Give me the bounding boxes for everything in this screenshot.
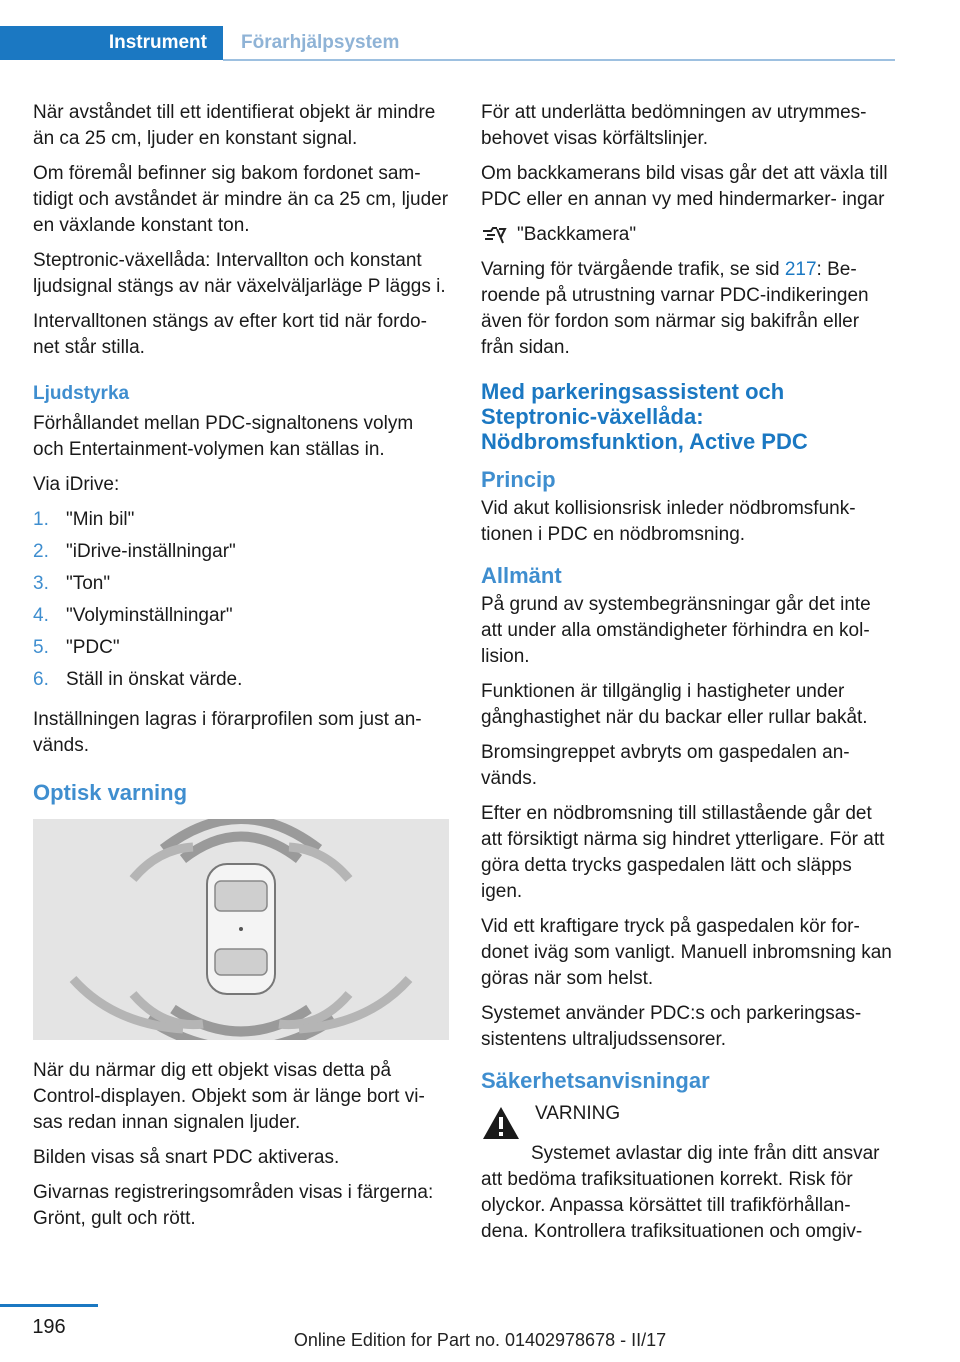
paragraph: På grund av systembegränsningar går det inte att under alla omständigheter förhindra en kol- lision. [481,594,871,667]
step-text: "PDC" [66,637,120,658]
paragraph: Steptronic-växellåda: Intervallton och konstant ljudsignal stängs av när växelväljarläge P läggs i. [33,250,446,297]
left-column [33,100,449,1241]
tab-instrument[interactable]: Instrument [0,26,223,60]
paragraph [481,257,897,361]
heading-sakerhetsanvisningar: Säkerhetsanvisningar [481,1068,710,1093]
step-number: 4. [33,605,49,626]
paragraph: Förhållandet mellan PDC-signaltonens volym och Entertainment-volymen kan ställas in. [33,413,414,460]
paragraph: Inställningen lagras i förarprofilen som just an- vänds. [33,709,422,756]
camera-line [481,222,897,248]
edition-footer: Online Edition for Part no. 01402978678 - II/17 [293,1330,667,1350]
step-number: 6. [33,669,49,690]
list-item [33,635,449,667]
page-number-bar [0,1304,98,1307]
chapter-tabbar [0,26,895,62]
step-number: 2. [33,541,49,562]
paragraph: När avståndet till ett identifierat objekt är mindre än ca 25 cm, ljuder en konstant signal. [33,102,436,149]
heading-ljudstyrka: Ljudstyrka [33,383,130,404]
list-item [33,571,449,603]
paragraph: Bromsingreppet avbryts om gaspedalen an- vänds. [481,742,850,789]
paragraph: Systemet använder PDC:s och parkeringsas- sistentens ultraljudssensorer. [481,1003,862,1050]
paragraph: Via iDrive: [33,474,120,495]
step-number: 5. [33,637,49,658]
paragraph: När du närmar dig ett objekt visas detta på Control-displayen. Objekt som är länge bort vi- sas redan innan signalen ljuder. [33,1060,425,1133]
warning-title: VARNING [535,1103,621,1124]
paragraph: Funktionen är tillgänglig i hastigheter under gånghastighet när du backar eller rullar bakåt. [481,681,868,728]
warning-triangle-icon [481,1105,521,1141]
warning-body: Systemet avlastar dig inte från ditt ansvar att bedöma trafiksituationen korrekt. Risk för olyckor. Anpassa körsättet till trafikförhållan- dena. Kontrollera trafiksituationen och omgiv- [481,1143,880,1242]
paragraph: Givarnas registreringsområden visas i färgerna: Grönt, gult och rött. [33,1182,434,1229]
car-sensor-zones-image [33,819,449,1040]
tab-forarhjalpsystem[interactable]: Förarhjälpsystem [241,32,400,53]
text-fragment: : Be- roende på utrustning varnar PDC-indikeringen även för fordon som närmar sig bakifrån eller från sidan. [481,259,869,358]
heading-princip: Princip [481,467,556,492]
warning-text [535,1101,897,1141]
heading-main-section: Med parkeringsassistent och Steptronic-växellåda: Nödbromsfunktion, Active PDC [481,379,808,454]
paragraph: Om föremål befinner sig bakom fordonet sam- tidigt och avståndet är mindre än ca 25 cm, ljuder en växlande konstant ton. [33,163,449,236]
step-text: "Volyminställningar" [66,605,233,626]
list-item [33,539,449,571]
camera-label: "Backkamera" [517,224,637,245]
step-text: "Ton" [66,573,111,594]
step-text: "Min bil" [66,509,135,530]
paragraph: Intervalltonen stängs av efter kort tid när fordo- net står stilla. [33,311,427,358]
warning-block [481,1101,897,1141]
step-text: "iDrive-inställningar" [66,541,236,562]
tab-underline [223,59,895,61]
paragraph: Efter en nödbromsning till stillastående går det att försiktigt närma sig hindret ytterligare. För att göra detta trycks gaspedalen lätt och släpps igen. [481,803,885,902]
rear-camera-icon [481,225,507,245]
step-number: 3. [33,573,49,594]
step-number: 1. [33,509,49,530]
page-link-217[interactable]: 217 [784,259,817,280]
step-text: Ställ in önskat värde. [66,669,243,690]
paragraph: Vid akut kollisionsrisk inleder nödbromsfunk- tionen i PDC en nödbromsning. [481,498,856,545]
page-number: 196 [32,1316,66,1338]
list-item [33,603,449,635]
pdc-display-illustration [33,819,449,1040]
list-item [33,667,449,699]
paragraph: Vid ett kraftigare tryck på gaspedalen kör for- donet iväg som vanligt. Manuell inbromsning kan göras när som helst. [481,916,892,989]
paragraph: Om backkamerans bild visas går det att växla till PDC eller en annan vy med hindermarker- ingar [481,163,888,210]
heading-allmant: Allmänt [481,563,562,588]
heading-optisk-varning: Optisk varning [33,780,188,805]
right-column [481,100,897,1245]
paragraph: För att underlätta bedömningen av utrymmes- behovet visas körfältslinjer. [481,102,867,149]
steps-list [33,507,449,699]
paragraph: Bilden visas så snart PDC aktiveras. [33,1147,340,1168]
text-fragment: Varning för tvärgående trafik, se sid [481,259,785,280]
list-item [33,507,449,539]
